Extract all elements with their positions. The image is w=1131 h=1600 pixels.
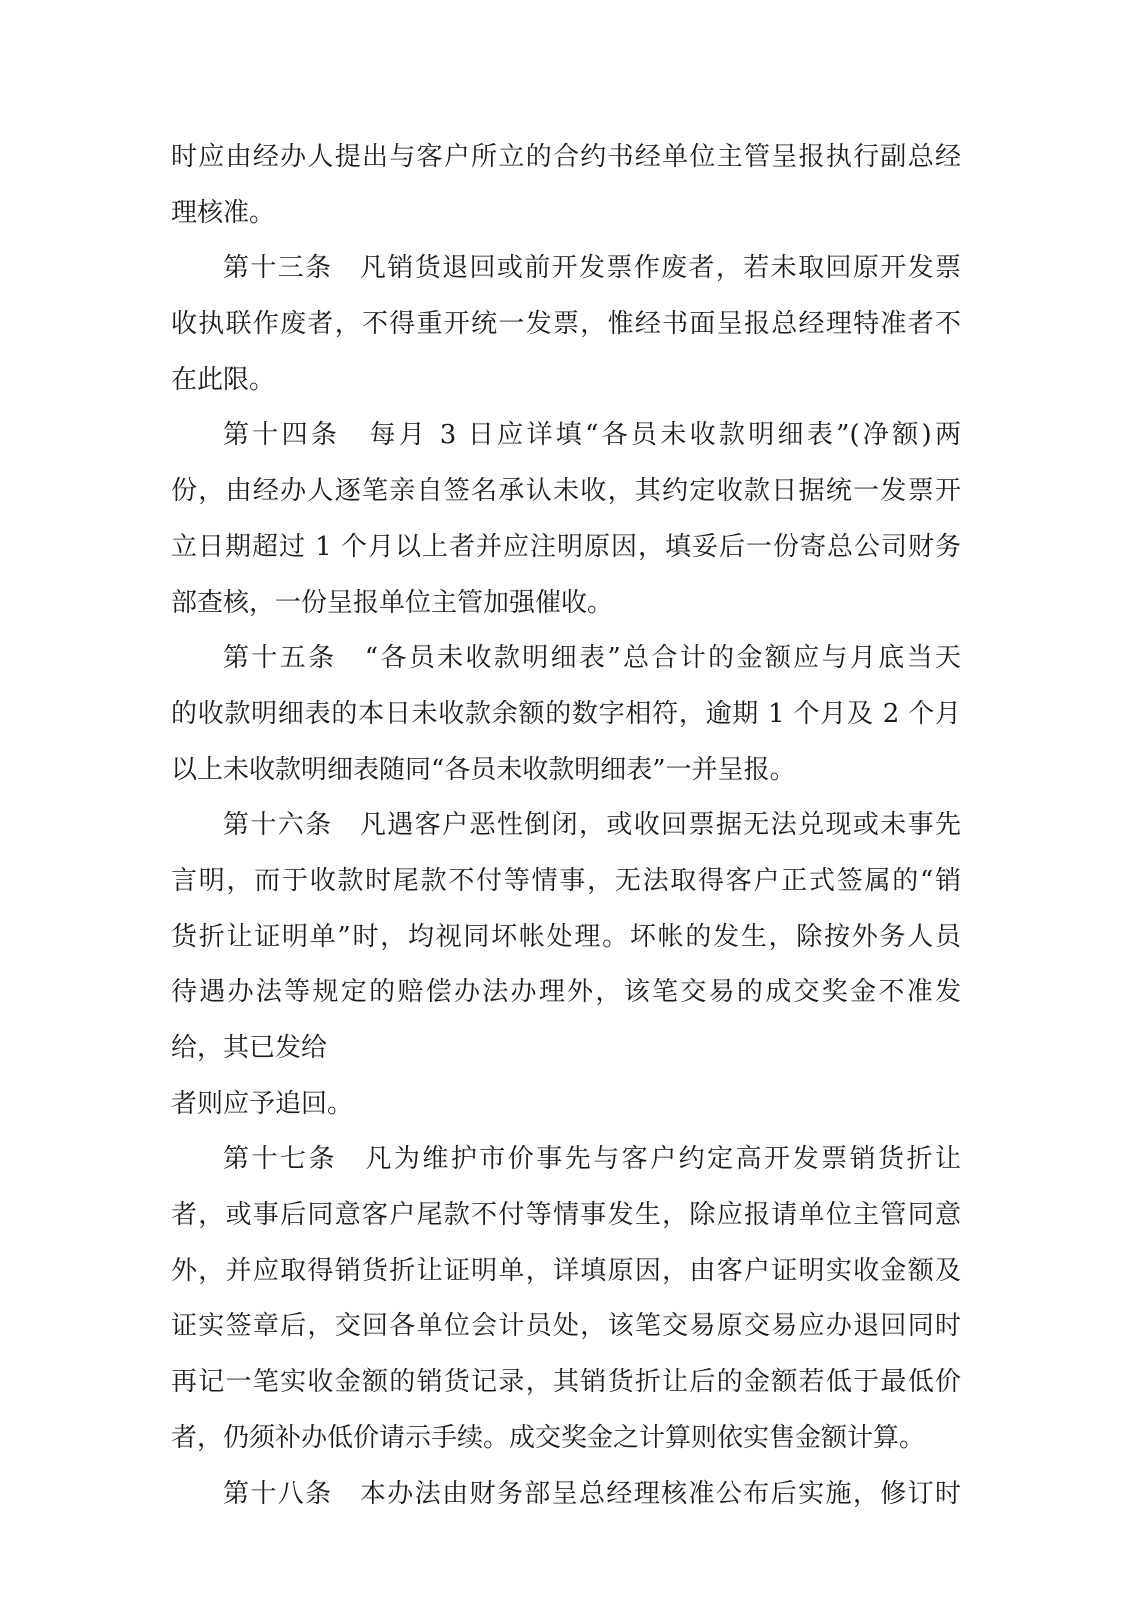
text-line: 的收款明细表的本日未收款余额的数字相符，逾期 1 个月及 2 个月	[171, 698, 961, 729]
text-line: 货折让证明单”时，均视同坏帐处理。坏帐的发生，除按外务人员	[171, 921, 961, 952]
text-line: 收执联作废者，不得重开统一发票，惟经书面呈报总经理特准者不	[171, 309, 961, 340]
text-line: 时应由经办人提出与客户所立的合约书经单位主管呈报执行副总经	[171, 142, 961, 172]
text-line: 立日期超过 1 个月以上者并应注明原因，填妥后一份寄总公司财务	[171, 531, 961, 562]
text-line: 外，并应取得销货折让证明单，详填原因，由客户证明实收金额及	[171, 1255, 961, 1286]
text-line: 待遇办法等规定的赔偿办法办理外，该笔交易的成交奖金不准发	[171, 977, 961, 1008]
text-line: 第十七条 凡为维护市价事先与客户约定高开发票销货折让	[223, 1144, 961, 1175]
text-line: 第十八条 本办法由财务部呈总经理核准公布后实施，修订时	[223, 1478, 961, 1509]
text-line: 给，其已发给	[171, 1033, 328, 1063]
text-line: 第十五条 “各员未收款明细表”总合计的金额应与月底当天	[223, 643, 961, 674]
text-line: 以上未收款明细表随同“各员未收款明细表”一并呈报。	[171, 754, 796, 785]
text-line: 者，或事后同意客户尾款不付等情事发生，除应报请单位主管同意	[171, 1200, 961, 1231]
text-line: 第十四条 每月 3 日应详填“各员未收款明细表”(净额)两	[223, 420, 961, 451]
text-line: 者，仍须补办低价请示手续。成交奖金之计算则依实售金额计算。	[171, 1422, 926, 1453]
text-line: 第十三条 凡销货退回或前开发票作废者，若未取回原开发票	[223, 253, 961, 284]
document-body	[171, 130, 961, 1522]
text-line: 再记一笔实收金额的销货记录，其销货折让后的金额若低于最低价	[171, 1367, 961, 1398]
text-line: 者则应予追回。	[171, 1088, 354, 1119]
text-line: 理核准。	[171, 197, 276, 228]
text-line: 份，由经办人逐笔亲自签名承认未收，其约定收款日据统一发票开	[171, 476, 961, 507]
text-line: 言明，而于收款时尾款不付等情事，无法取得客户正式签属的“销	[171, 865, 961, 896]
text-line: 证实签章后，交回各单位会计员处，该笔交易原交易应办退回同时	[171, 1311, 961, 1342]
text-line: 第十六条 凡遇客户恶性倒闭，或收回票据无法兑现或未事先	[223, 810, 961, 841]
text-line: 部查核，一份呈报单位主管加强催收。	[171, 587, 614, 618]
text-line: 在此限。	[171, 364, 276, 395]
